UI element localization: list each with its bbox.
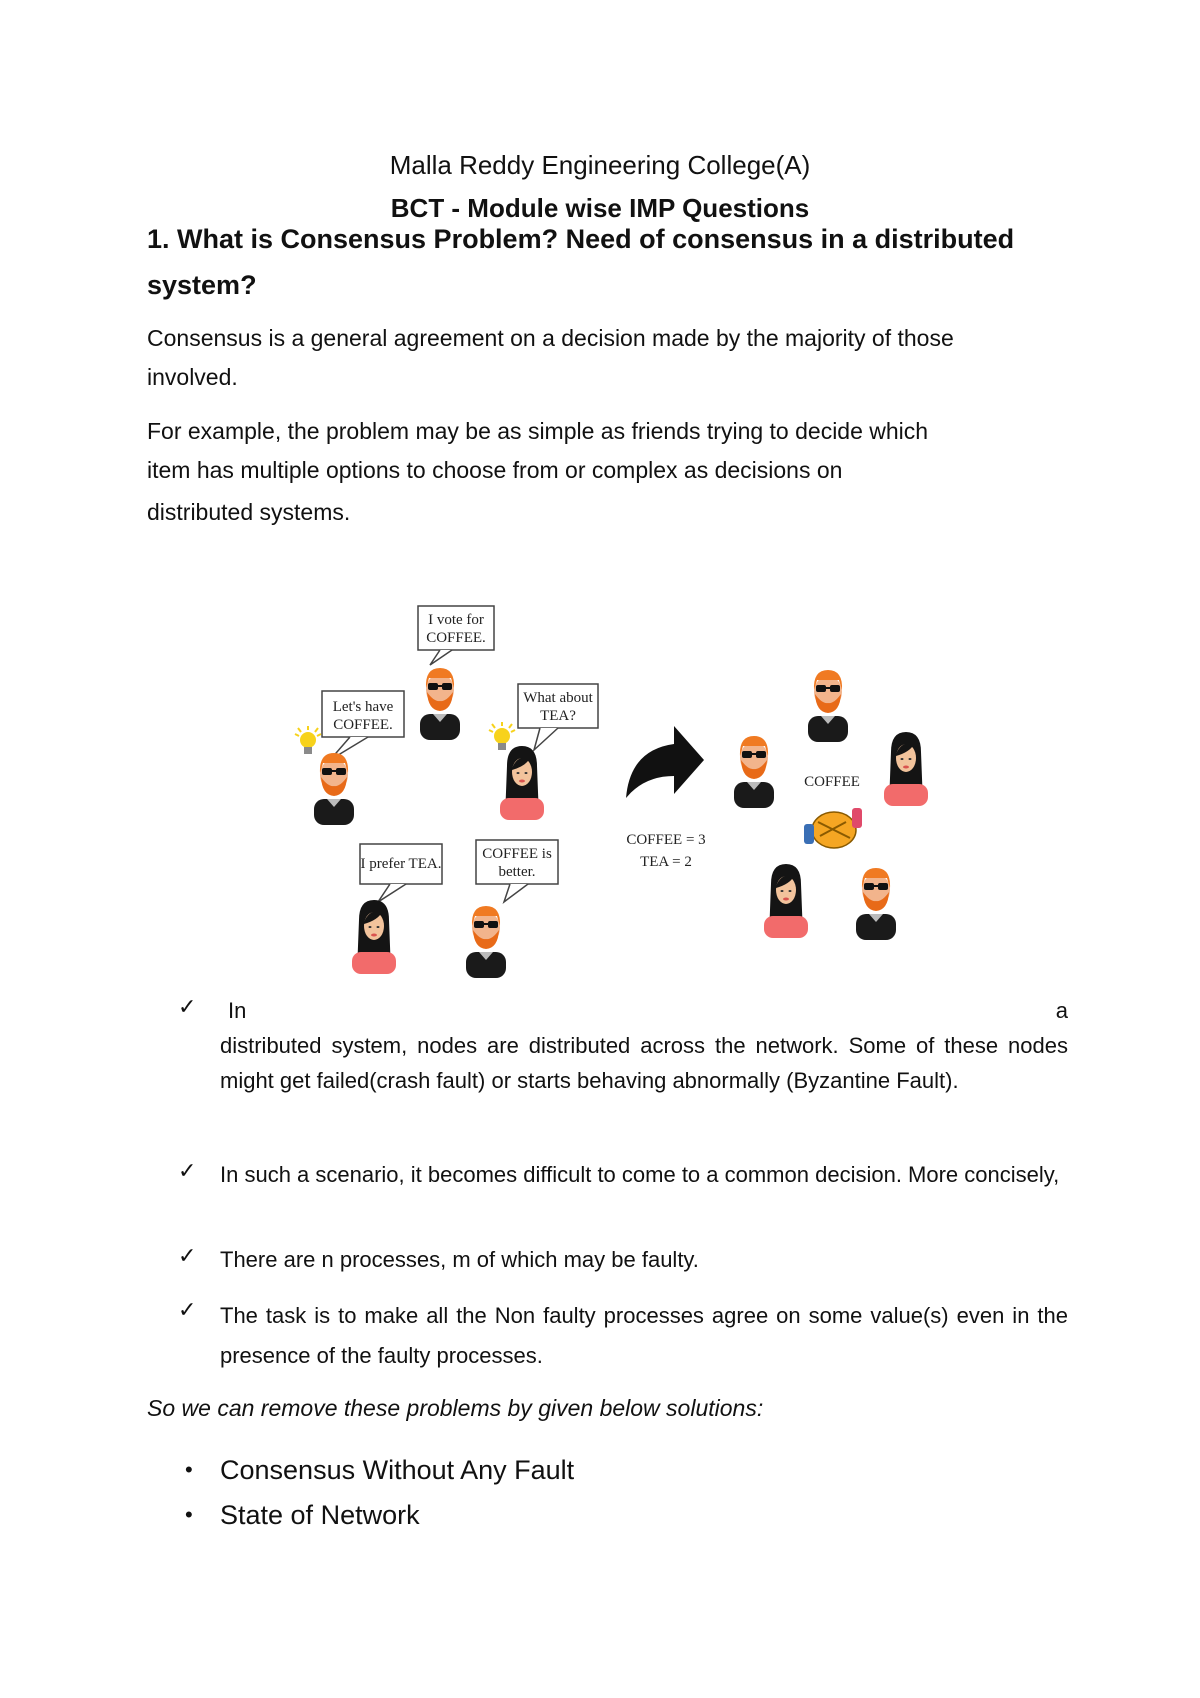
checklist-item-3-text: There are n processes, m of which may be faulty. bbox=[220, 1247, 699, 1272]
example-line-3: distributed systems. bbox=[147, 499, 351, 525]
speech-bubble-vote bbox=[418, 606, 494, 665]
document-subtitle: BCT - Module wise IMP Questions bbox=[390, 193, 810, 223]
solution-item-1-text: Consensus Without Any Fault bbox=[220, 1455, 575, 1485]
solution-item-2 bbox=[185, 1495, 420, 1535]
person-woman-bottom bbox=[352, 900, 396, 974]
question-heading bbox=[147, 216, 1067, 308]
example-line-1: For example, the problem may be as simple as friends trying to decide which bbox=[147, 418, 929, 444]
bubble-what-line-1: What about bbox=[523, 690, 593, 706]
bullet-icon: • bbox=[185, 1502, 193, 1527]
example-line-2: item has multiple options to choose from or complex as decisions on bbox=[147, 457, 843, 483]
checklist-item-1-text: distributed system, nodes are distributed across the network. Some of these nodes might get failed(crash fault) or starts behaving abnormally (Byzantine Fault). bbox=[220, 1033, 1068, 1093]
solution-item-2-text: State of Network bbox=[220, 1500, 420, 1530]
bubble-prefer-text: I prefer TEA. bbox=[360, 856, 442, 872]
speech-bubble-lets-have bbox=[322, 691, 404, 760]
person-man-left bbox=[314, 753, 354, 825]
bullet-icon: • bbox=[185, 1457, 193, 1482]
check-icon: ✓ bbox=[178, 1158, 197, 1183]
person-man-right-left bbox=[734, 736, 774, 808]
person-woman-right bbox=[500, 746, 544, 820]
lightbulb-icon-right bbox=[489, 722, 515, 750]
person-woman-right-bottom bbox=[764, 864, 808, 938]
definition-line-2: involved. bbox=[147, 364, 238, 390]
tally-coffee: COFFEE = 3 bbox=[626, 832, 706, 848]
curved-arrow-icon bbox=[626, 726, 704, 798]
consensus-illustration bbox=[290, 600, 950, 980]
college-title: Malla Reddy Engineering College(A) bbox=[389, 150, 811, 180]
solution-item-1 bbox=[185, 1450, 574, 1490]
bubble-lets-line-2: COFFEE. bbox=[333, 717, 393, 733]
lightbulb-icon-left bbox=[295, 726, 321, 754]
checklist-item-3 bbox=[178, 1242, 1068, 1277]
bubble-better-line-2: better. bbox=[498, 864, 536, 880]
bubble-vote-line-2: COFFEE. bbox=[426, 630, 486, 646]
check-icon: ✓ bbox=[178, 1297, 197, 1322]
speech-bubble-what-about bbox=[518, 684, 598, 750]
bubble-better-line-1: COFFEE is bbox=[482, 846, 552, 862]
person-woman-right-side bbox=[884, 732, 928, 806]
solutions-intro: So we can remove these problems by given below solutions: bbox=[147, 1395, 764, 1421]
tally-tea: TEA = 2 bbox=[640, 854, 692, 870]
example-paragraph bbox=[147, 412, 1077, 532]
definition-paragraph bbox=[147, 319, 1077, 397]
bubble-lets-line-1: Let's have bbox=[332, 699, 394, 715]
question-heading-line-2: system? bbox=[147, 270, 257, 300]
person-man-bottom bbox=[466, 906, 506, 978]
bubble-what-line-2: TEA? bbox=[540, 708, 576, 724]
person-man-right-top bbox=[808, 670, 848, 742]
checklist-item-1 bbox=[178, 993, 1068, 1098]
question-heading-line-1: 1. What is Consensus Problem? Need of consensus in a distributed bbox=[147, 224, 1015, 254]
checklist-item-2 bbox=[178, 1157, 1068, 1192]
checklist-item-2-text: In such a scenario, it becomes difficult to come to a common decision. More concisely, bbox=[220, 1162, 1060, 1187]
handshake-icon bbox=[804, 808, 862, 848]
person-man-right-bottom bbox=[856, 868, 896, 940]
definition-line-1: Consensus is a general agreement on a decision made by the majority of those bbox=[147, 325, 954, 351]
speech-bubble-coffee-better bbox=[476, 840, 558, 902]
check-icon: ✓ bbox=[178, 1243, 197, 1268]
result-coffee-label: COFFEE bbox=[804, 774, 860, 790]
check-icon: ✓ bbox=[178, 994, 197, 1019]
checklist-item-4 bbox=[178, 1296, 1068, 1376]
checklist-item-1-start: In bbox=[228, 998, 247, 1023]
checklist-item-1-end: a bbox=[1055, 998, 1068, 1023]
bubble-vote-line-1: I vote for bbox=[428, 612, 484, 628]
checklist-item-4-text: The task is to make all the Non faulty processes agree on some value(s) even in the presence of the faulty processes. bbox=[220, 1303, 1068, 1368]
speech-bubble-prefer-tea bbox=[360, 844, 442, 902]
person-man-top bbox=[420, 668, 460, 740]
